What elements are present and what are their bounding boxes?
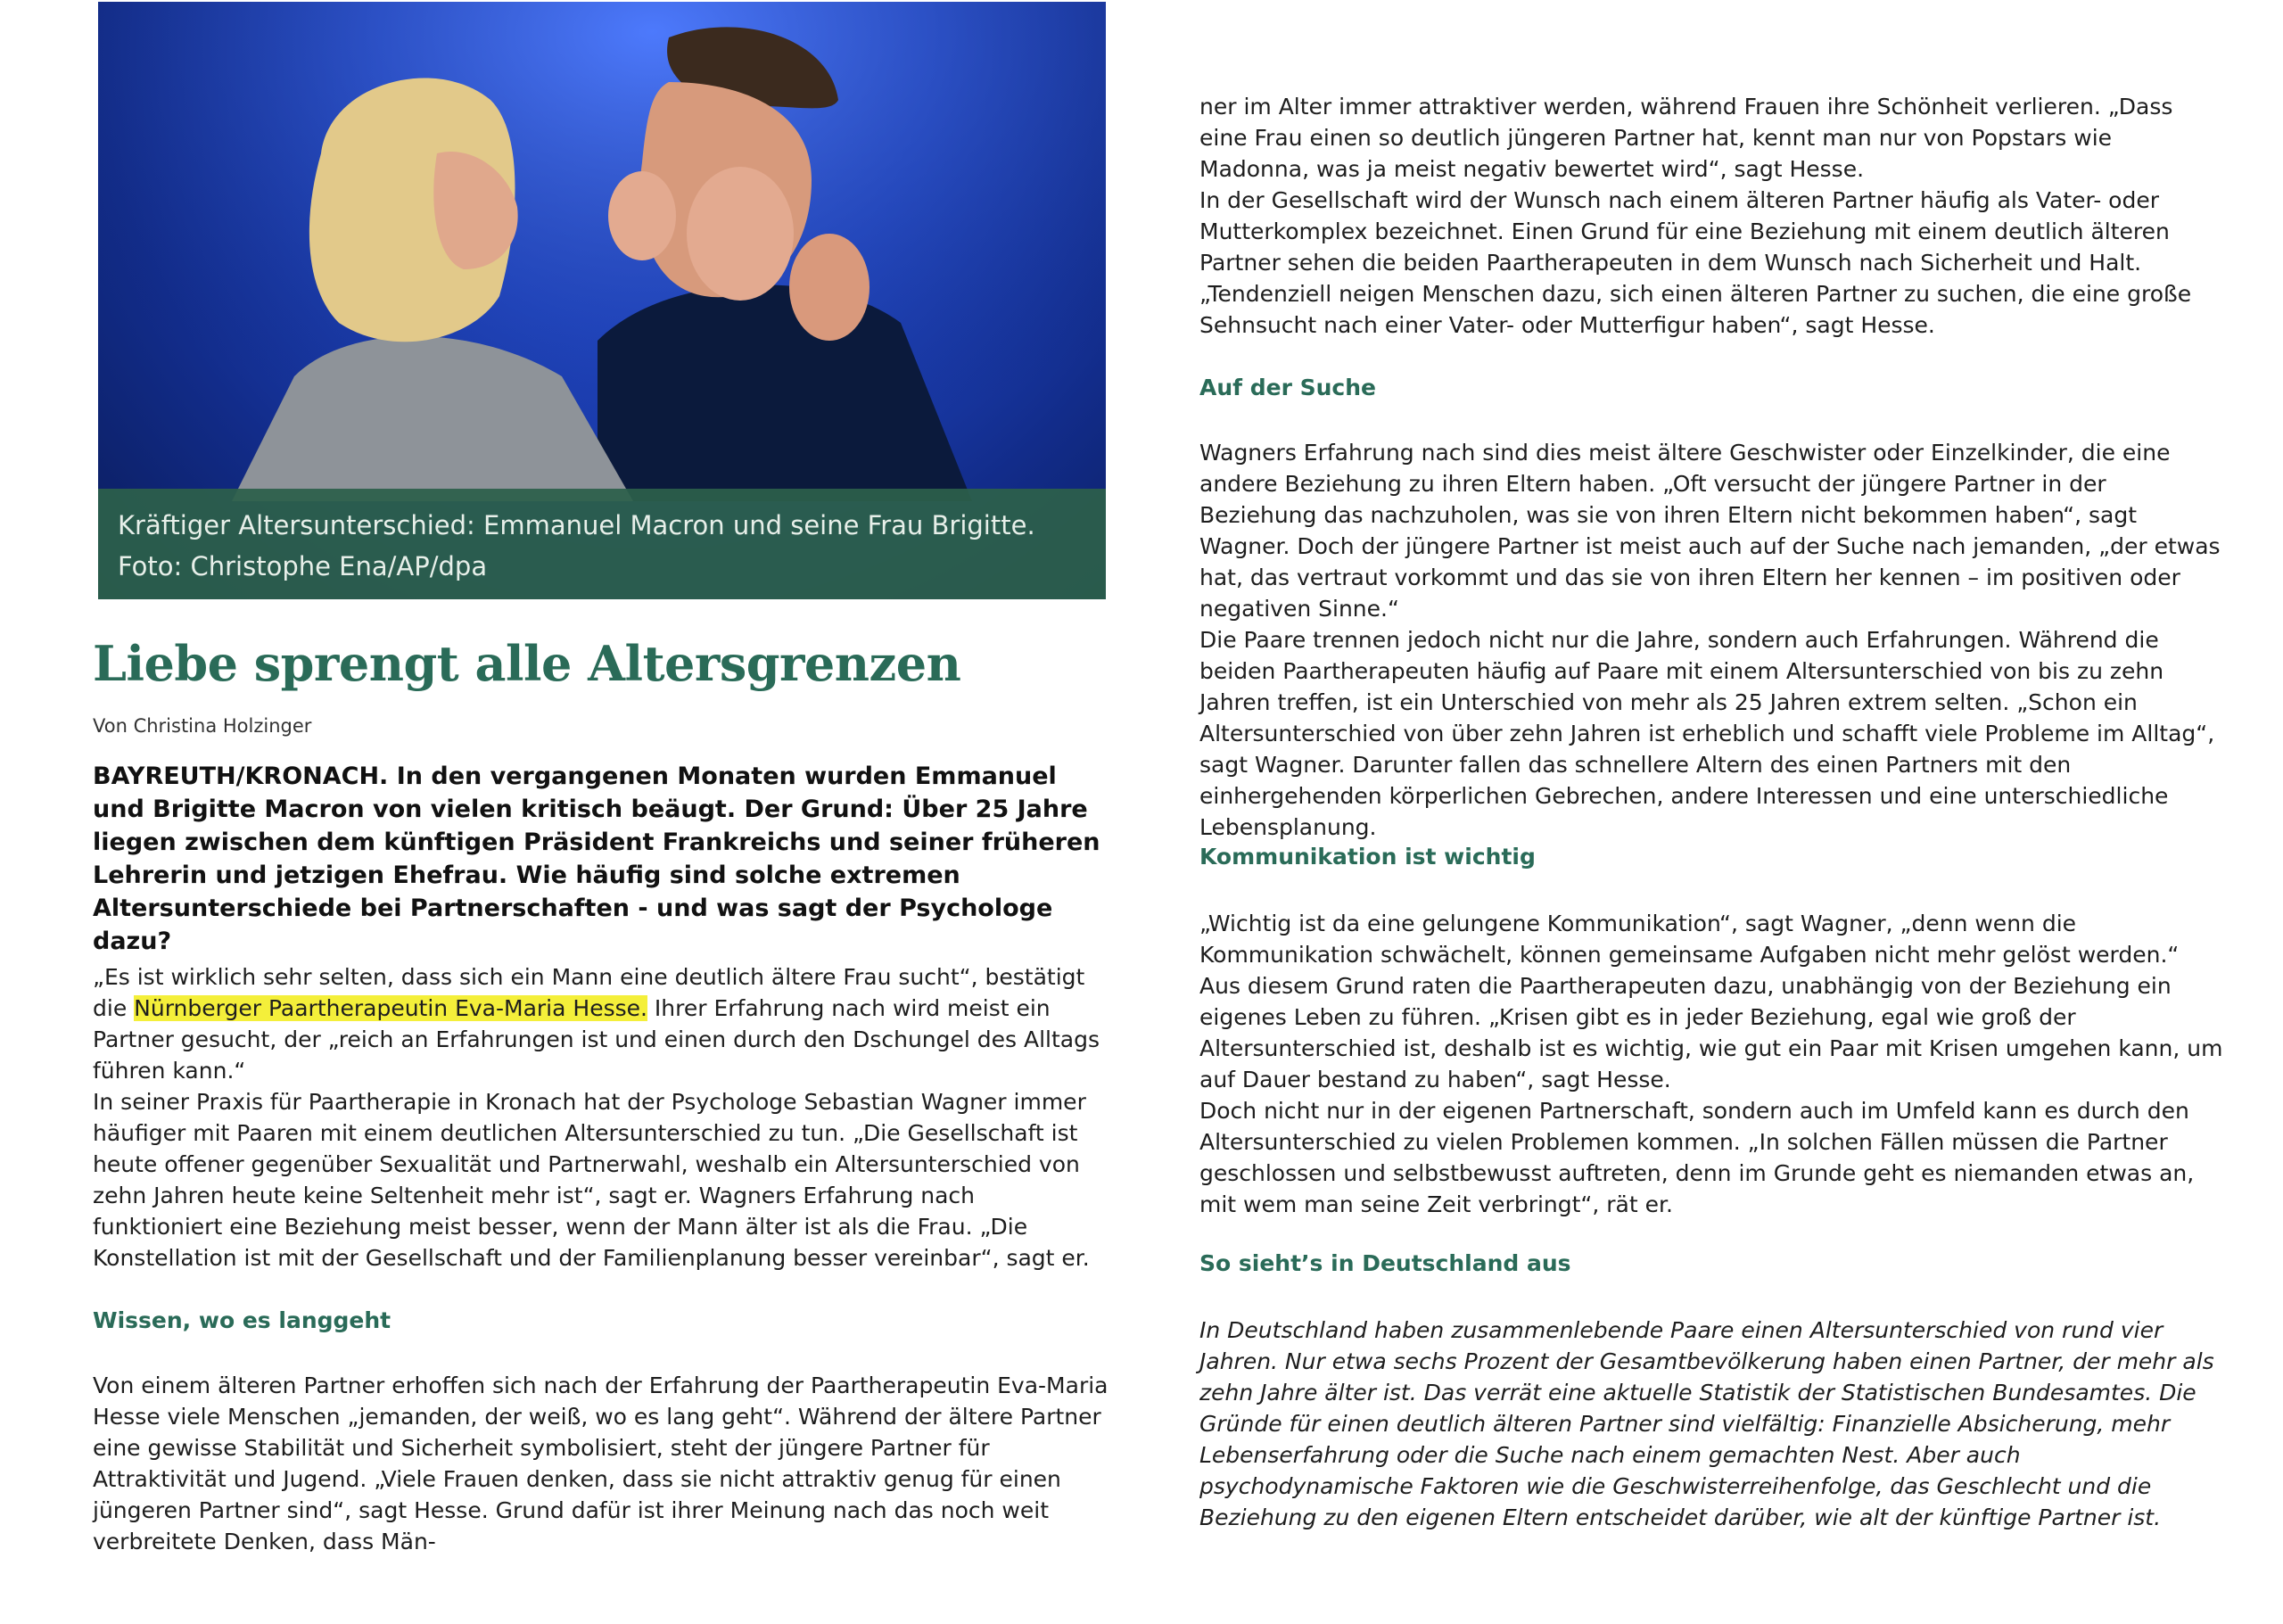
paragraph-r7: In Deutschland haben zusammenlebende Paare einen Altersunterschied von rund vier Jahren. Nur etwa sechs Prozent der Gesamtbevölkerung haben einen Partner, der mehr als zehn Jahre älter ist. Das verrät eine aktuelle Statistik der Statistischen Bundesamtes. Die Gründe für einen deutlich älteren Partner sind vielfältig: Finanzielle Absicherung, mehr Lebenserfahrung oder die Suche nach einem gemachten Nest. Aber auch psychodynamische Faktoren wie die Geschwisterreihenfolge, das Geschlecht und die Beziehung zu den eigenen Eltern entscheidet darüber, wie alt der künftige Partner ist. bbox=[1199, 1317, 2214, 1530]
subheading-wissen: Wissen, wo es langgeht bbox=[93, 1307, 391, 1333]
paragraph-r3: Wagners Erfahrung nach sind dies meist ältere Geschwister oder Einzelkinder, die eine andere Beziehung zu ihren Eltern haben. „Oft versucht der jüngere Partner in der Beziehung das nachzuholen, was sie von ihren Eltern nicht bekommen haben“, sagt Wagner. Doch der jüngere Partner ist meist auch auf der Suche nach jemanden, „der etwas hat, das vertraut vorkommt und das sie von ihren Eltern her kennen – im positiven oder negativen Sinne.“ bbox=[1199, 440, 2221, 622]
subheading-deutschland: So sieht’s in Deutschland aus bbox=[1199, 1250, 1571, 1276]
paragraph-1 bbox=[93, 961, 1109, 1086]
article-photo bbox=[98, 2, 1106, 599]
paragraph-r4: Die Paare trennen jedoch nicht nur die Jahre, sondern auch Erfahrungen. Während die beiden Paartherapeuten häufig auf Paare mit einem Altersunterschied von bis zu zehn Jahren treffen, ist ein Unterschied von mehr als 25 Jahren extrem selten. „Schon ein Altersunterschied von über zehn Jahren ist erheblich und schafft viele Probleme im Alltag“, sagt Wagner. Darunter fallen das schnellere Altern des einen Partners mit den einhergehenden körperlichen Gebrechen, andere Interessen und eine unterschiedliche Lebensplanung. bbox=[1199, 627, 2215, 840]
paragraph-r1: ner im Alter immer attraktiver werden, während Frauen ihre Schönheit verlieren. „Dass eine Frau einen so deutlich jüngeren Partner hat, kennt man nur von Popstars wie Madonna, was ja meist negativ bewertet wird“, sagt Hesse. bbox=[1199, 94, 2173, 182]
paragraph-r6: Doch nicht nur in der eigenen Partnerschaft, sondern auch im Umfeld kann es durch den Altersunterschied zu vielen Problemen kommen. „In solchen Fällen müssen die Partner geschlossen und selbstbewusst auftreten, denn im Grunde geht es niemanden etwas an, mit wem man seine Zeit verbringt“, rät er. bbox=[1199, 1098, 2195, 1217]
paragraph-2: In seiner Praxis für Paartherapie in Kronach hat der Psychologe Sebastian Wagner immer häufiger mit Paaren mit einem deutlichen Altersunterschied zu tun. „Die Gesellschaft ist heute offener gegenüber Sexualität und Partnerwahl, weshalb ein Altersunterschied von zehn Jahren heute keine Seltenheit mehr ist“, sagt er. Wagners Erfahrung nach funktioniert eine Beziehung meist besser, wenn der Mann älter ist als die Frau. „Die Konstellation ist mit der Gesellschaft und der Familienplanung besser vereinbar“, sagt er. bbox=[93, 1089, 1090, 1271]
article-lead: BAYREUTH/KRONACH. In den vergangenen Monaten wurden Emmanuel und Brigitte Macron von vielen kritisch beäugt. Der Grund: Über 25 Jahre liegen zwischen dem künftigen Präsident Frankreichs und seiner früheren Lehrerin und jetzigen Ehefrau. Wie häufig sind solche extremen Altersunterschiede bei Partnerschaften - und was sagt der Psychologe dazu? bbox=[93, 763, 1100, 955]
subheading-suche: Auf der Suche bbox=[1199, 375, 1376, 400]
paragraph-r2: In der Gesellschaft wird der Wunsch nach einem älteren Partner häufig als Vater- oder Mutterkomplex bezeichnet. Einen Grund für eine Beziehung mit einem deutlich älteren Partner sehen die beiden Paartherapeuten in dem Wunsch nach Sicherheit und Halt. „Tendenziell neigen Menschen dazu, sich einen älteren Partner zu suchen, die eine große Sehnsucht nach einer Vater- oder Mutterfigur haben“, sagt Hesse. bbox=[1199, 187, 2192, 338]
article-headline: Liebe sprengt alle Altersgrenzen bbox=[93, 635, 961, 692]
subheading-kommunikation: Kommunikation ist wichtig bbox=[1199, 844, 1536, 870]
photo-caption: Kräftiger Altersunterschied: Emmanuel Macron und seine Frau Brigitte. Foto: Christophe Ena/AP/dpa bbox=[98, 489, 1106, 599]
paragraph-1-start: „Es ist wirklich sehr selten, dass sich ein Mann eine deutlich ältere Frau sucht“, bestätigt die bbox=[93, 964, 1085, 1021]
paragraph-1-end: Ihrer Erfahrung nach wird meist ein Partner gesucht, der „reich an Erfahrungen ist und einen durch den Dschungel des Alltags führen kann.“ bbox=[93, 995, 1100, 1084]
highlighted-text: Nürnberger Paartherapeutin Eva-Maria Hesse. bbox=[134, 995, 647, 1021]
paragraph-3: Von einem älteren Partner erhoffen sich nach der Erfahrung der Paartherapeutin Eva-Maria Hesse viele Menschen „jemanden, der weiß, wo es lang geht“. Während der ältere Partner eine gewisse Stabilität und Sicherheit symbolisiert, steht der jüngere Partner für Attraktivität und Jugend. „Viele Frauen denken, dass sie nicht attraktiv genug für einen jüngeren Partner sind“, sagt Hesse. Grund dafür ist ihrer Meinung nach das noch weit verbreitete Denken, dass Män- bbox=[93, 1373, 1109, 1554]
paragraph-r5: „Wichtig ist da eine gelungene Kommunikation“, sagt Wagner, „denn wenn die Kommunikation schwächelt, können gemeinsame Aufgaben nicht mehr gelöst werden.“ Aus diesem Grund raten die Paartherapeuten dazu, unabhängig von der Beziehung ein eigenes Leben zu führen. „Krisen gibt es in jeder Beziehung, egal wie groß der Altersunterschied ist, deshalb ist es wichtig, wie gut ein Paar mit Krisen umgehen kann, um auf Dauer bestand zu haben“, sagt Hesse. bbox=[1199, 911, 2223, 1092]
article-byline: Von Christina Holzinger bbox=[93, 715, 312, 737]
